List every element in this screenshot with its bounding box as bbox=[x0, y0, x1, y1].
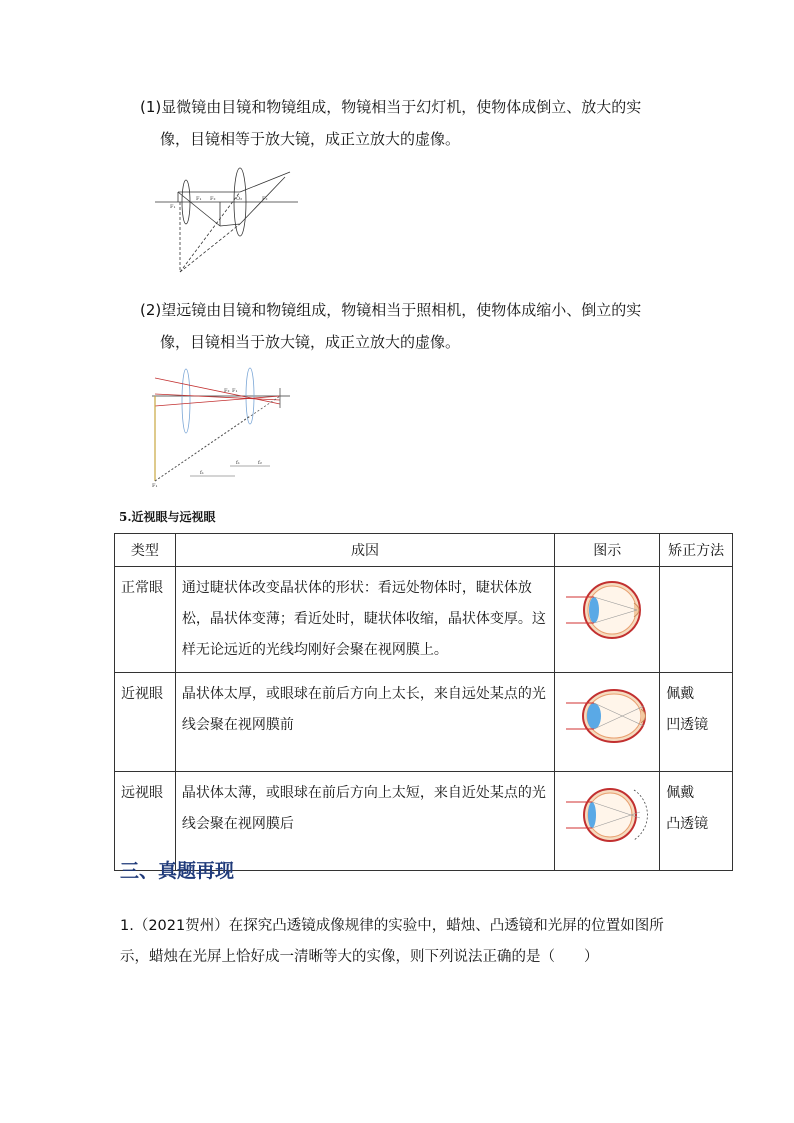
myopia-eye-image bbox=[564, 679, 650, 753]
svg-text:F₁: F₁ bbox=[196, 196, 202, 202]
svg-text:F₂: F₂ bbox=[210, 196, 216, 202]
svg-text:f₁: f₁ bbox=[200, 470, 204, 476]
header-figure: 图示 bbox=[555, 534, 660, 567]
svg-text:f₁: f₁ bbox=[236, 460, 240, 466]
microscope-line2: 像，目镜相等于放大镜，成正立放大的虚像。 bbox=[160, 130, 461, 148]
microscope-paragraph bbox=[140, 91, 700, 155]
question-1: 1.（2021贺州）在探究凸透镜成像规律的实验中，蜡烛、凸透镜和光屏的位置如图所示，蜡烛在光屏上恰好成一清晰等大的实像，则下列说法正确的是（ ） bbox=[120, 918, 664, 965]
type-cell: 远视眼 bbox=[115, 772, 176, 871]
svg-text:O₂: O₂ bbox=[236, 196, 243, 202]
svg-text:F₁: F₁ bbox=[232, 388, 238, 394]
svg-text:f₂: f₂ bbox=[258, 460, 262, 466]
svg-text:F₁: F₁ bbox=[152, 483, 158, 488]
type-cell: 正常眼 bbox=[115, 567, 176, 673]
fix-cell bbox=[660, 772, 733, 871]
table-row bbox=[115, 673, 733, 772]
cause-cell: 通过睫状体改变晶状体的形状：看远处物体时，睫状体放松，晶状体变薄；看近处时，睫状体收缩，晶状体变厚。这样无论远近的光线均刚好会聚在视网膜上。 bbox=[175, 567, 554, 673]
eye-table bbox=[114, 533, 733, 871]
fix-cell bbox=[660, 673, 733, 772]
telescope-diagram bbox=[150, 366, 300, 488]
type-cell: 近视眼 bbox=[115, 673, 176, 772]
fix-cell bbox=[660, 567, 733, 673]
fix-line2: 凹透镜 bbox=[666, 717, 709, 733]
figure-cell bbox=[555, 567, 660, 673]
hyperopia-eye-image bbox=[564, 778, 650, 852]
telescope-paragraph bbox=[140, 294, 700, 358]
microscope-diagram bbox=[150, 162, 300, 277]
microscope-line1: (1)显微镜由目镜和物镜组成，物镜相当于幻灯机，使物体成倒立、放大的实 bbox=[140, 98, 642, 116]
figure-cell bbox=[555, 772, 660, 871]
normal-eye-image bbox=[564, 573, 650, 647]
svg-text:F₂: F₂ bbox=[224, 388, 230, 394]
svg-text:F₁: F₁ bbox=[170, 204, 176, 210]
cause-cell: 晶状体太薄，或眼球在前后方向上太短，来自近处某点的光线会聚在视网膜后 bbox=[175, 772, 554, 871]
section3-heading: 三、真题再现 bbox=[120, 860, 235, 882]
section5-title: 5.近视眼与远视眼 bbox=[119, 510, 216, 524]
svg-text:F₂: F₂ bbox=[262, 196, 268, 202]
header-type: 类型 bbox=[115, 534, 176, 567]
cause-cell: 晶状体太厚，或眼球在前后方向上太长，来自远处某点的光线会聚在视网膜前 bbox=[175, 673, 554, 772]
telescope-line2: 像，目镜相当于放大镜，成正立放大的虚像。 bbox=[160, 333, 461, 351]
header-fix: 矫正方法 bbox=[660, 534, 733, 567]
table-row bbox=[115, 567, 733, 673]
fix-line1: 佩戴 bbox=[666, 686, 695, 702]
fix-line1: 佩戴 bbox=[666, 785, 695, 801]
telescope-line1: (2)望远镜由目镜和物镜组成，物镜相当于照相机，使物体成缩小、倒立的实 bbox=[140, 301, 642, 319]
fix-line2: 凸透镜 bbox=[666, 816, 709, 832]
header-cause: 成因 bbox=[175, 534, 554, 567]
figure-cell bbox=[555, 673, 660, 772]
table-header-row bbox=[115, 534, 733, 567]
